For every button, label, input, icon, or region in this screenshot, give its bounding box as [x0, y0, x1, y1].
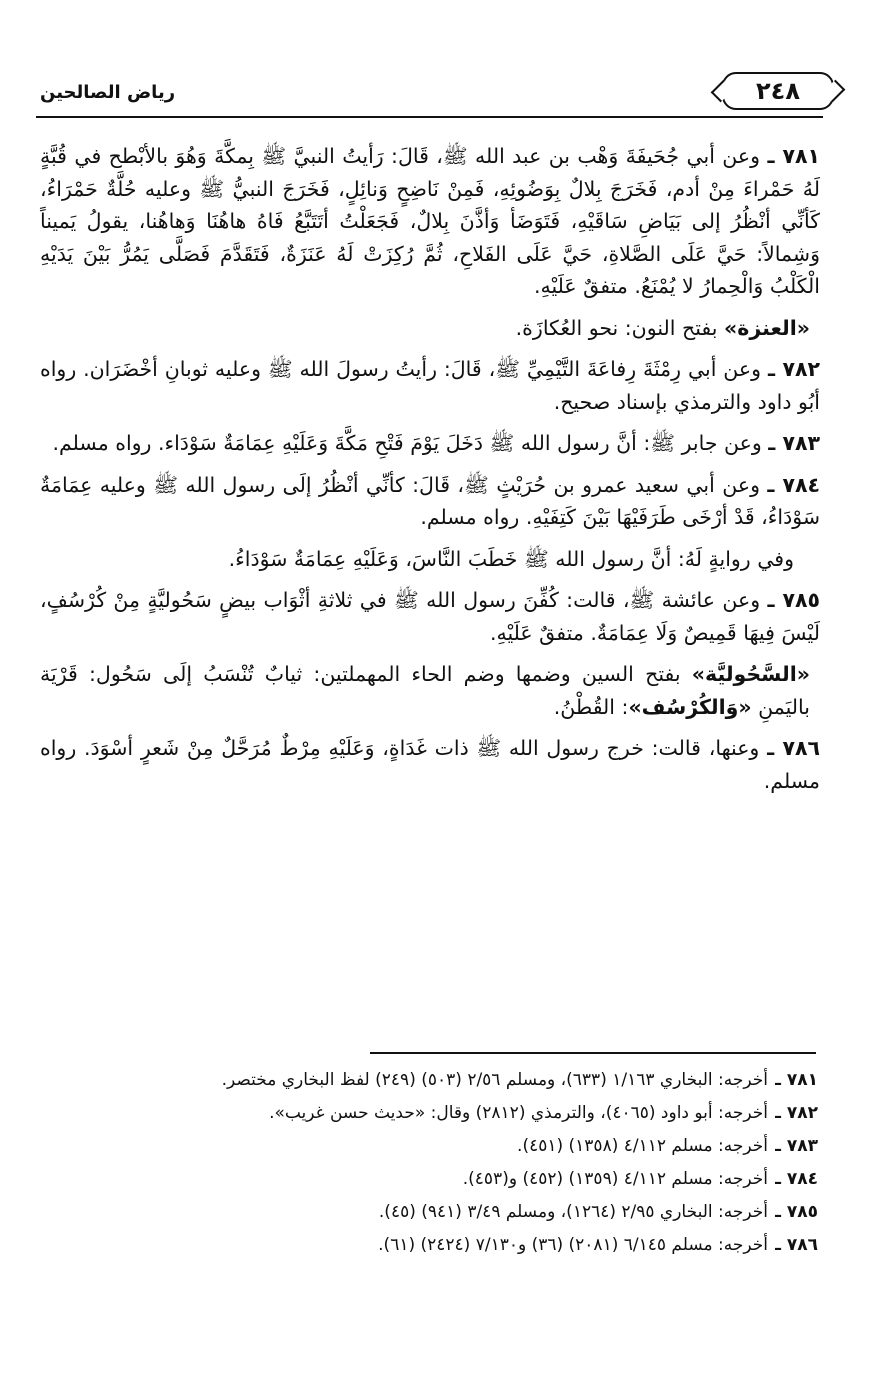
hadith-number: ٧٨١ ـ: [767, 144, 820, 168]
glossary-term: «السَّحُوليَّة»: [691, 662, 810, 686]
hadith-text: وعنها، قالت: خرج رسول الله ﷺ ذات غَدَاةٍ، وَعَلَيْهِ مِرْطٌ مُرَحَّلٌ مِنْ شَعرٍ أسْوَدَ. رواه مسلم.: [40, 736, 820, 793]
hadith-number: ٧٨٦ ـ: [767, 736, 820, 760]
page-header: [36, 70, 823, 120]
hadith-text: وعن أبي رِمْثَةَ رِفاعَةَ التَّيْمِيِّ ﷺ، قَالَ: رأيتُ رسولَ الله ﷺ وعليه ثوبانِ أخْضَرَان. رواه أبُو داود والترمذي بإسناد صحيح.: [40, 357, 820, 414]
footnote-text: أخرجه: البخاري ٢/٩٥ (١٢٦٤)، ومسلم ٣/٤٩ (٩٤١) (٤٥).: [378, 1202, 768, 1222]
footnote-784: [30, 1165, 818, 1194]
footnotes: [30, 1066, 818, 1264]
footnote-text: أخرجه: مسلم ٤/١١٢ (١٣٥٨) (٤٥١).: [517, 1136, 768, 1156]
page-number-text: ٢٤٨: [756, 77, 800, 105]
footnote-text: أخرجه: أبو داود (٤٠٦٥)، والترمذي (٢٨١٢) وقال: «حديث حسن غريب».: [269, 1103, 768, 1123]
glossary-term: «العنزة»: [723, 315, 810, 340]
footnote-number: ٧٨٥ ـ: [775, 1202, 818, 1222]
hadith-786: [40, 732, 820, 797]
footnote-number: ٧٨٣ ـ: [775, 1136, 818, 1156]
footnote-786: [30, 1231, 818, 1260]
note-781: [40, 312, 820, 345]
footnote-783: [30, 1132, 818, 1161]
footnote-text: أخرجه: مسلم ٤/١١٢ (١٣٥٩) (٤٥٢) و(٤٥٣).: [462, 1169, 768, 1189]
hadith-number: ٧٨٢ ـ: [767, 357, 820, 381]
narration-text: وفي روايةٍ لَهُ: أنَّ رسول الله ﷺ خَطَبَ النَّاسَ، وَعَلَيْهِ عِمَامَةٌ سَوْدَاءُ.: [228, 546, 794, 571]
hadith-781: [40, 140, 820, 303]
hadith-784: [40, 469, 820, 534]
footnote-number: ٧٨٤ ـ: [775, 1169, 818, 1189]
hadith-text: وعن أبي سعيد عمرو بن حُرَيْثٍ ﷺ، قَالَ: كأنِّي أنْظُرُ إلَى رسول الله ﷺ وعليه عِمَامَةٌ سَوْدَاءُ، قَدْ أرْخَى طَرَفَيْهَا بَيْنَ كَتِفَيْهِ. رواه مسلم.: [40, 472, 820, 529]
hadith-783: [40, 427, 820, 460]
glossary-text: بفتح النون: نحو العُكازَة.: [515, 315, 724, 340]
footnote-number: ٧٨٢ ـ: [775, 1103, 818, 1123]
note-785: [40, 658, 820, 723]
footnote-number: ٧٨٦ ـ: [775, 1235, 818, 1255]
main-text: [40, 140, 820, 806]
footnote-text: أخرجه: البخاري ١/١٦٣ (٦٣٣)، ومسلم ٢/٥٦ (٥٠٣) (٢٤٩) لفظ البخاري مختصر.: [221, 1070, 768, 1090]
footnote-781: [30, 1066, 818, 1095]
hadith-text: وعن عائشة ﷺ، قالت: كُفِّنَ رسول الله ﷺ في ثلاثةِ أثْوَاب بيضٍ سَحُوليَّةٍ مِنْ كُرْسُفٍ، لَيْسَ فِيهَا قَمِيصٌ وَلَا عِمَامَةٌ. متفقٌ عَلَيْهِ.: [40, 588, 820, 645]
footnote-number: ٧٨١ ـ: [775, 1070, 818, 1090]
glossary-term-2: «وَالكُرْسُف»: [628, 694, 752, 719]
header-divider: [36, 116, 823, 118]
hadith-text: وعن أبي جُحَيفَةَ وَهْب بن عبد الله ﷺ، قَالَ: رَأيتُ النبيَّ ﷺ بِمكَّةَ وَهُوَ بالأبْطح في قُبَّةٍ لَهُ حَمْراءَ مِنْ أدم، فَخَرَجَ بِلالٌ بِوَضُوئِهِ، فَمِنْ نَاضِحٍ وَنائِلٍ، فَخَرَجَ النبيُّ ﷺ وعليه حُلَّةٌ حَمْرَاءُ، كَأنِّي أنْظُرُ إلى بَيَاضِ سَاقَيْهِ، فَتَوَضَأ وَأذَّنَ بِلالٌ، فَجَعَلْتُ أتَتَبَّعُ فَاهُ هاهُنَا وَهاهُنا، يقولُ يَميناً وَشِمالاً: حَيَّ عَلَى الصَّلاةِ، حَيَّ عَلَى الفَلاحِ، ثُمَّ رُكِزَتْ لَهُ عَنَزَةٌ، فَتَقَدَّمَ فَصَلَّى يَمُرُّ بَيْنَ يَدَيْهِ الْكَلْبُ وَالْحِمارُ لا يُمْنَعُ. متفقٌ عَلَيْهِ.: [40, 144, 820, 298]
hadith-number: ٧٨٥ ـ: [767, 588, 820, 612]
running-title: رياض الصالحين: [40, 82, 176, 103]
page-number: [722, 72, 834, 110]
footnote-text: أخرجه: مسلم ٦/١٤٥ (٢٠٨١) (٣٦) و٧/١٣٠ (٢٤٢٤) (٦١).: [378, 1235, 768, 1255]
footnote-divider: [370, 1052, 816, 1054]
hadith-number: ٧٨٣ ـ: [768, 431, 820, 455]
hadith-number: ٧٨٤ ـ: [767, 472, 820, 497]
glossary-text: بفتح السين وضمها وضم الحاء المهملتين: ثيابٌ تُنْسَبُ إلَى سَحُول: قَرْيَة باليَمنِ: [40, 662, 810, 719]
footnote-782: [30, 1099, 818, 1128]
hadith-text: وعن جابر ﷺ: أنَّ رسول الله ﷺ دَخَلَ يَوْمَ فَتْحِ مَكَّةَ وَعَلَيْهِ عِمَامَةٌ سَوْدَاء. رواه مسلم.: [52, 431, 769, 455]
hadith-785: [40, 584, 820, 649]
glossary-text-2: : القُطْنُ.: [553, 694, 629, 719]
footnote-785: [30, 1198, 818, 1227]
hadith-784-narration: [40, 543, 820, 576]
hadith-782: [40, 353, 820, 418]
